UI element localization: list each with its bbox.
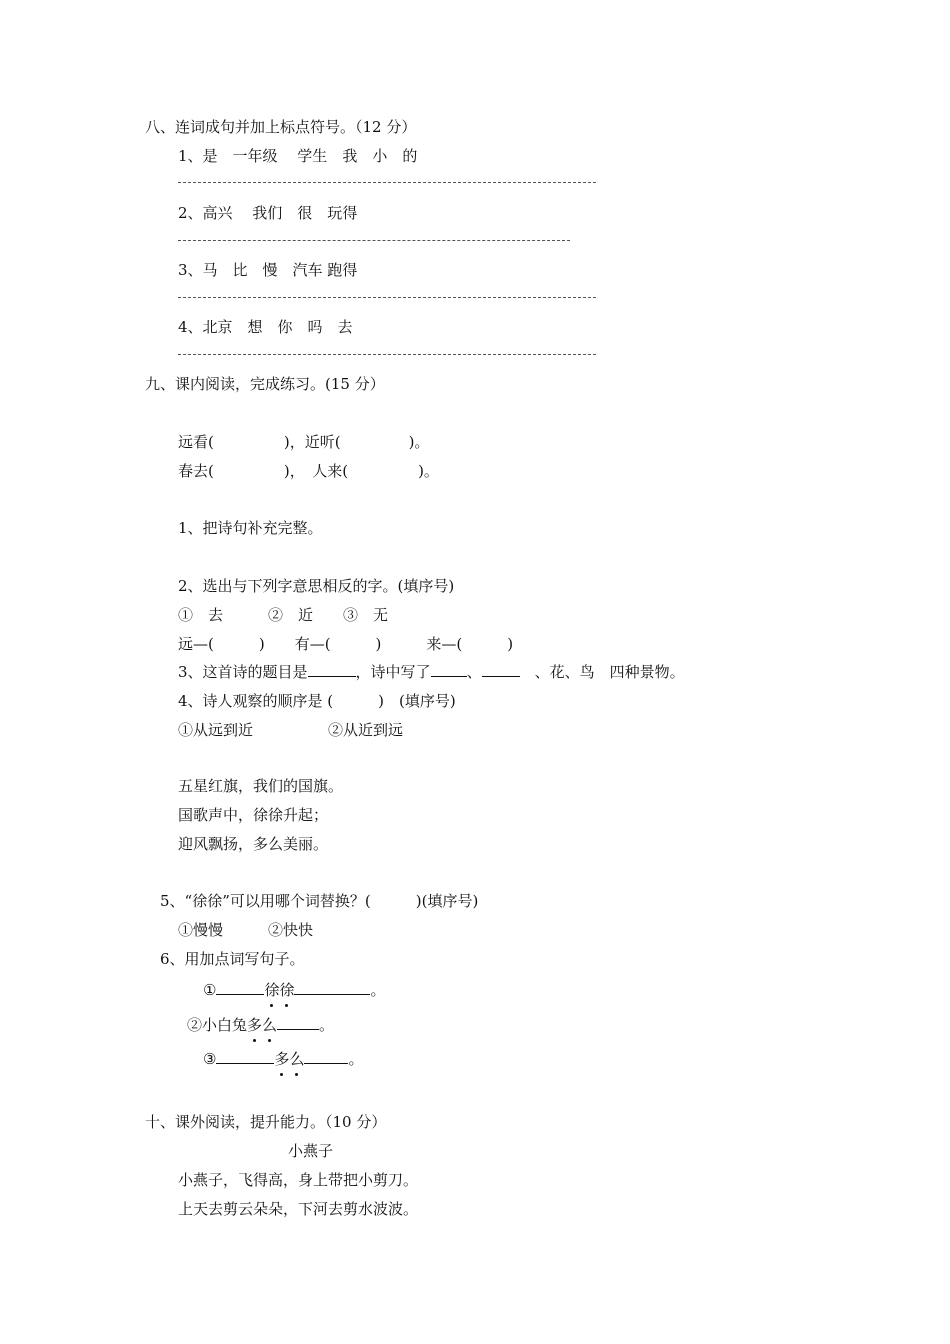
question-3: [178, 662, 685, 682]
poem-line-2-b: )， 人来(: [283, 462, 349, 480]
question-2-pairs[interactable]: 远—( ) 有—( ) 来—( ): [178, 635, 514, 653]
answer-line-2[interactable]: [178, 240, 570, 241]
poem2-line-1: 五星红旗，我们的国旗。: [178, 777, 344, 795]
answer-line-1[interactable]: [178, 182, 596, 183]
story-line-2: 上天去剪云朵朵，下河去剪水波波。: [178, 1200, 419, 1218]
question-3-a: 3、这首诗的题目是: [178, 663, 308, 681]
blank-6-1-b[interactable]: [294, 980, 370, 995]
dotted-char: 么: [262, 1016, 278, 1034]
blank-6-3-b[interactable]: [304, 1049, 348, 1064]
blank-6-3-a[interactable]: [216, 1049, 274, 1064]
q6-1-prefix: ①: [203, 981, 217, 999]
story-title: 小燕子: [288, 1142, 334, 1160]
answer-line-4[interactable]: [178, 354, 596, 355]
answer-line-3[interactable]: [178, 297, 596, 298]
poem-line-1: [178, 432, 429, 452]
question-3-b: ，诗中写了: [355, 663, 431, 681]
blank-6-2[interactable]: [277, 1015, 319, 1030]
question-6-sentence-3: [203, 1049, 364, 1069]
question-2: 2、选出与下列字意思相反的字。(填序号): [178, 577, 455, 595]
blank-poem-title[interactable]: [308, 662, 356, 677]
section10-title: 十、课外阅读，提升能力。（10 分）: [145, 1113, 387, 1131]
poem-line-2-a: 春去(: [178, 462, 214, 480]
question-6-sentence-1: [203, 980, 386, 1000]
poem-line-1-b: )，近听(: [283, 433, 341, 451]
question-2-options: ① 去 ② 近 ③ 无: [178, 606, 389, 624]
poem-line-1-a: 远看(: [178, 433, 214, 451]
q6-1-end: 。: [370, 981, 386, 999]
question-6: 6、用加点词写句子。: [160, 950, 305, 968]
blank-scene-2[interactable]: [482, 662, 520, 677]
question-4: 4、诗人观察的顺序是 ( ) (填序号): [178, 692, 456, 710]
blank-scene-1[interactable]: [431, 662, 467, 677]
dotted-char: 么: [289, 1050, 305, 1068]
section9-title: 九、课内阅读，完成练习。(15 分）: [145, 375, 385, 393]
story-line-1: 小燕子，飞得高，身上带把小剪刀。: [178, 1171, 419, 1189]
question-1: 1、把诗句补充完整。: [178, 519, 323, 537]
q6-3-prefix: ③: [203, 1050, 217, 1068]
section8-item-4: 4、北京 想 你 吗 去: [178, 318, 353, 336]
dotted-char: 多: [247, 1016, 263, 1034]
section8-item-1: 1、是 一年级 学生 我 小 的: [178, 147, 418, 165]
section8-title: 八、连词成句并加上标点符号。（12 分）: [145, 118, 417, 136]
section8-item-2: 2、高兴 我们 很 玩得: [178, 204, 358, 222]
q6-2-prefix: ②小白兔: [187, 1016, 248, 1034]
q6-2-end: 。: [319, 1016, 335, 1034]
question-3-c: 、: [466, 663, 482, 681]
question-4-options: ①从远到近 ②从近到远: [178, 721, 404, 739]
dotted-char: 徐: [279, 981, 295, 999]
question-3-d: 、花、鸟 四种景物。: [519, 663, 685, 681]
poem-line-2: [178, 461, 439, 481]
poem2-line-2: 国歌声中，徐徐升起；: [178, 806, 329, 824]
section8-item-3: 3、马 比 慢 汽车 跑得: [178, 261, 358, 279]
poem2-line-3: 迎风飘扬，多么美丽。: [178, 835, 329, 853]
dotted-char: 多: [274, 1050, 290, 1068]
question-6-sentence-2: [187, 1015, 334, 1035]
question-5: 5、“徐徐”可以用哪个词替换？( )(填序号): [160, 892, 479, 910]
question-5-options: ①慢慢 ②快快: [178, 921, 314, 939]
blank-6-1-a[interactable]: [216, 980, 264, 995]
q6-3-end: 。: [348, 1050, 364, 1068]
poem-line-1-c: )。: [408, 433, 430, 451]
dotted-char: 徐: [264, 981, 280, 999]
poem-line-2-c: )。: [418, 462, 439, 480]
